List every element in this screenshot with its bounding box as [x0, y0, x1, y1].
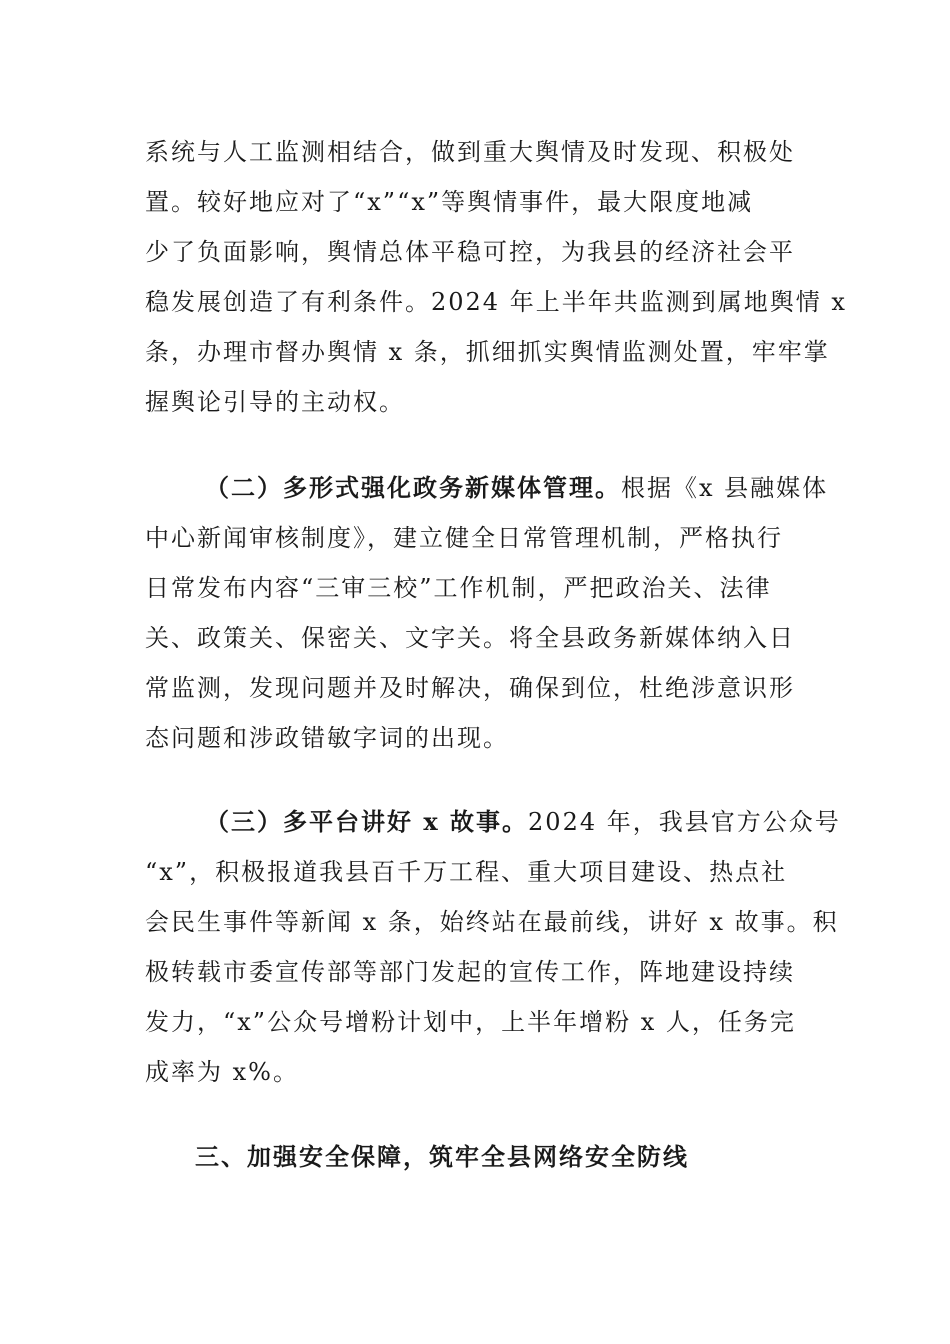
paragraph-2-line-5: 常监测，发现问题并及时解决，确保到位，杜绝涉意识形 — [145, 674, 795, 702]
paragraph-3-line-4: 极转载市委宣传部等部门发起的宣传工作，阵地建设持续 — [145, 958, 795, 986]
paragraph-1-line-3: 少了负面影响，舆情总体平稳可控，为我县的经济社会平 — [145, 238, 795, 266]
paragraph-3-line-2: “x”，积极报道我县百千万工程、重大项目建设、热点社 — [145, 858, 788, 886]
paragraph-1-line-1: 系统与人工监测相结合，做到重大舆情及时发现、积极处 — [145, 138, 795, 166]
paragraph-2-line-2: 中心新闻审核制度》，建立健全日常管理机制，严格执行 — [145, 524, 783, 552]
paragraph-3-line-6: 成率为 x%。 — [145, 1058, 299, 1086]
paragraph-3-first-line-rest: 2024 年，我县官方公众号 — [528, 808, 841, 836]
paragraph-2-line-1 — [205, 473, 829, 502]
paragraph-1-line-5: 条，办理市督办舆情 x 条，抓细抓实舆情监测处置，牢牢掌 — [145, 338, 830, 366]
paragraph-1-line-2: 置。较好地应对了“x”“x”等舆情事件，最大限度地减 — [145, 188, 754, 216]
paragraph-3-bold-lead: （三）多平台讲好 x 故事。 — [205, 807, 529, 836]
paragraph-3-line-3: 会民生事件等新闻 x 条，始终站在最前线，讲好 x 故事。积 — [145, 908, 839, 936]
section-heading: 三、加强安全保障，筑牢全县网络安全防线 — [195, 1142, 689, 1171]
paragraph-2-line-6: 态问题和涉政错敏字词的出现。 — [145, 724, 509, 752]
paragraph-1-line-6: 握舆论引导的主动权。 — [145, 388, 405, 416]
paragraph-3-line-5: 发力，“x”公众号增粉计划中，上半年增粉 x 人，任务完 — [145, 1008, 796, 1036]
paragraph-2-first-line-rest: 根据《x 县融媒体 — [621, 474, 829, 502]
paragraph-2-bold-lead: （二）多形式强化政务新媒体管理。 — [205, 473, 621, 502]
paragraph-3-line-1 — [205, 807, 841, 836]
paragraph-1-line-4: 稳发展创造了有利条件。2024 年上半年共监测到属地舆情 x — [145, 288, 847, 316]
paragraph-2-line-3: 日常发布内容“三审三校”工作机制，严把政治关、法律 — [145, 574, 772, 602]
paragraph-2-line-4: 关、政策关、保密关、文字关。将全县政务新媒体纳入日 — [145, 624, 795, 652]
